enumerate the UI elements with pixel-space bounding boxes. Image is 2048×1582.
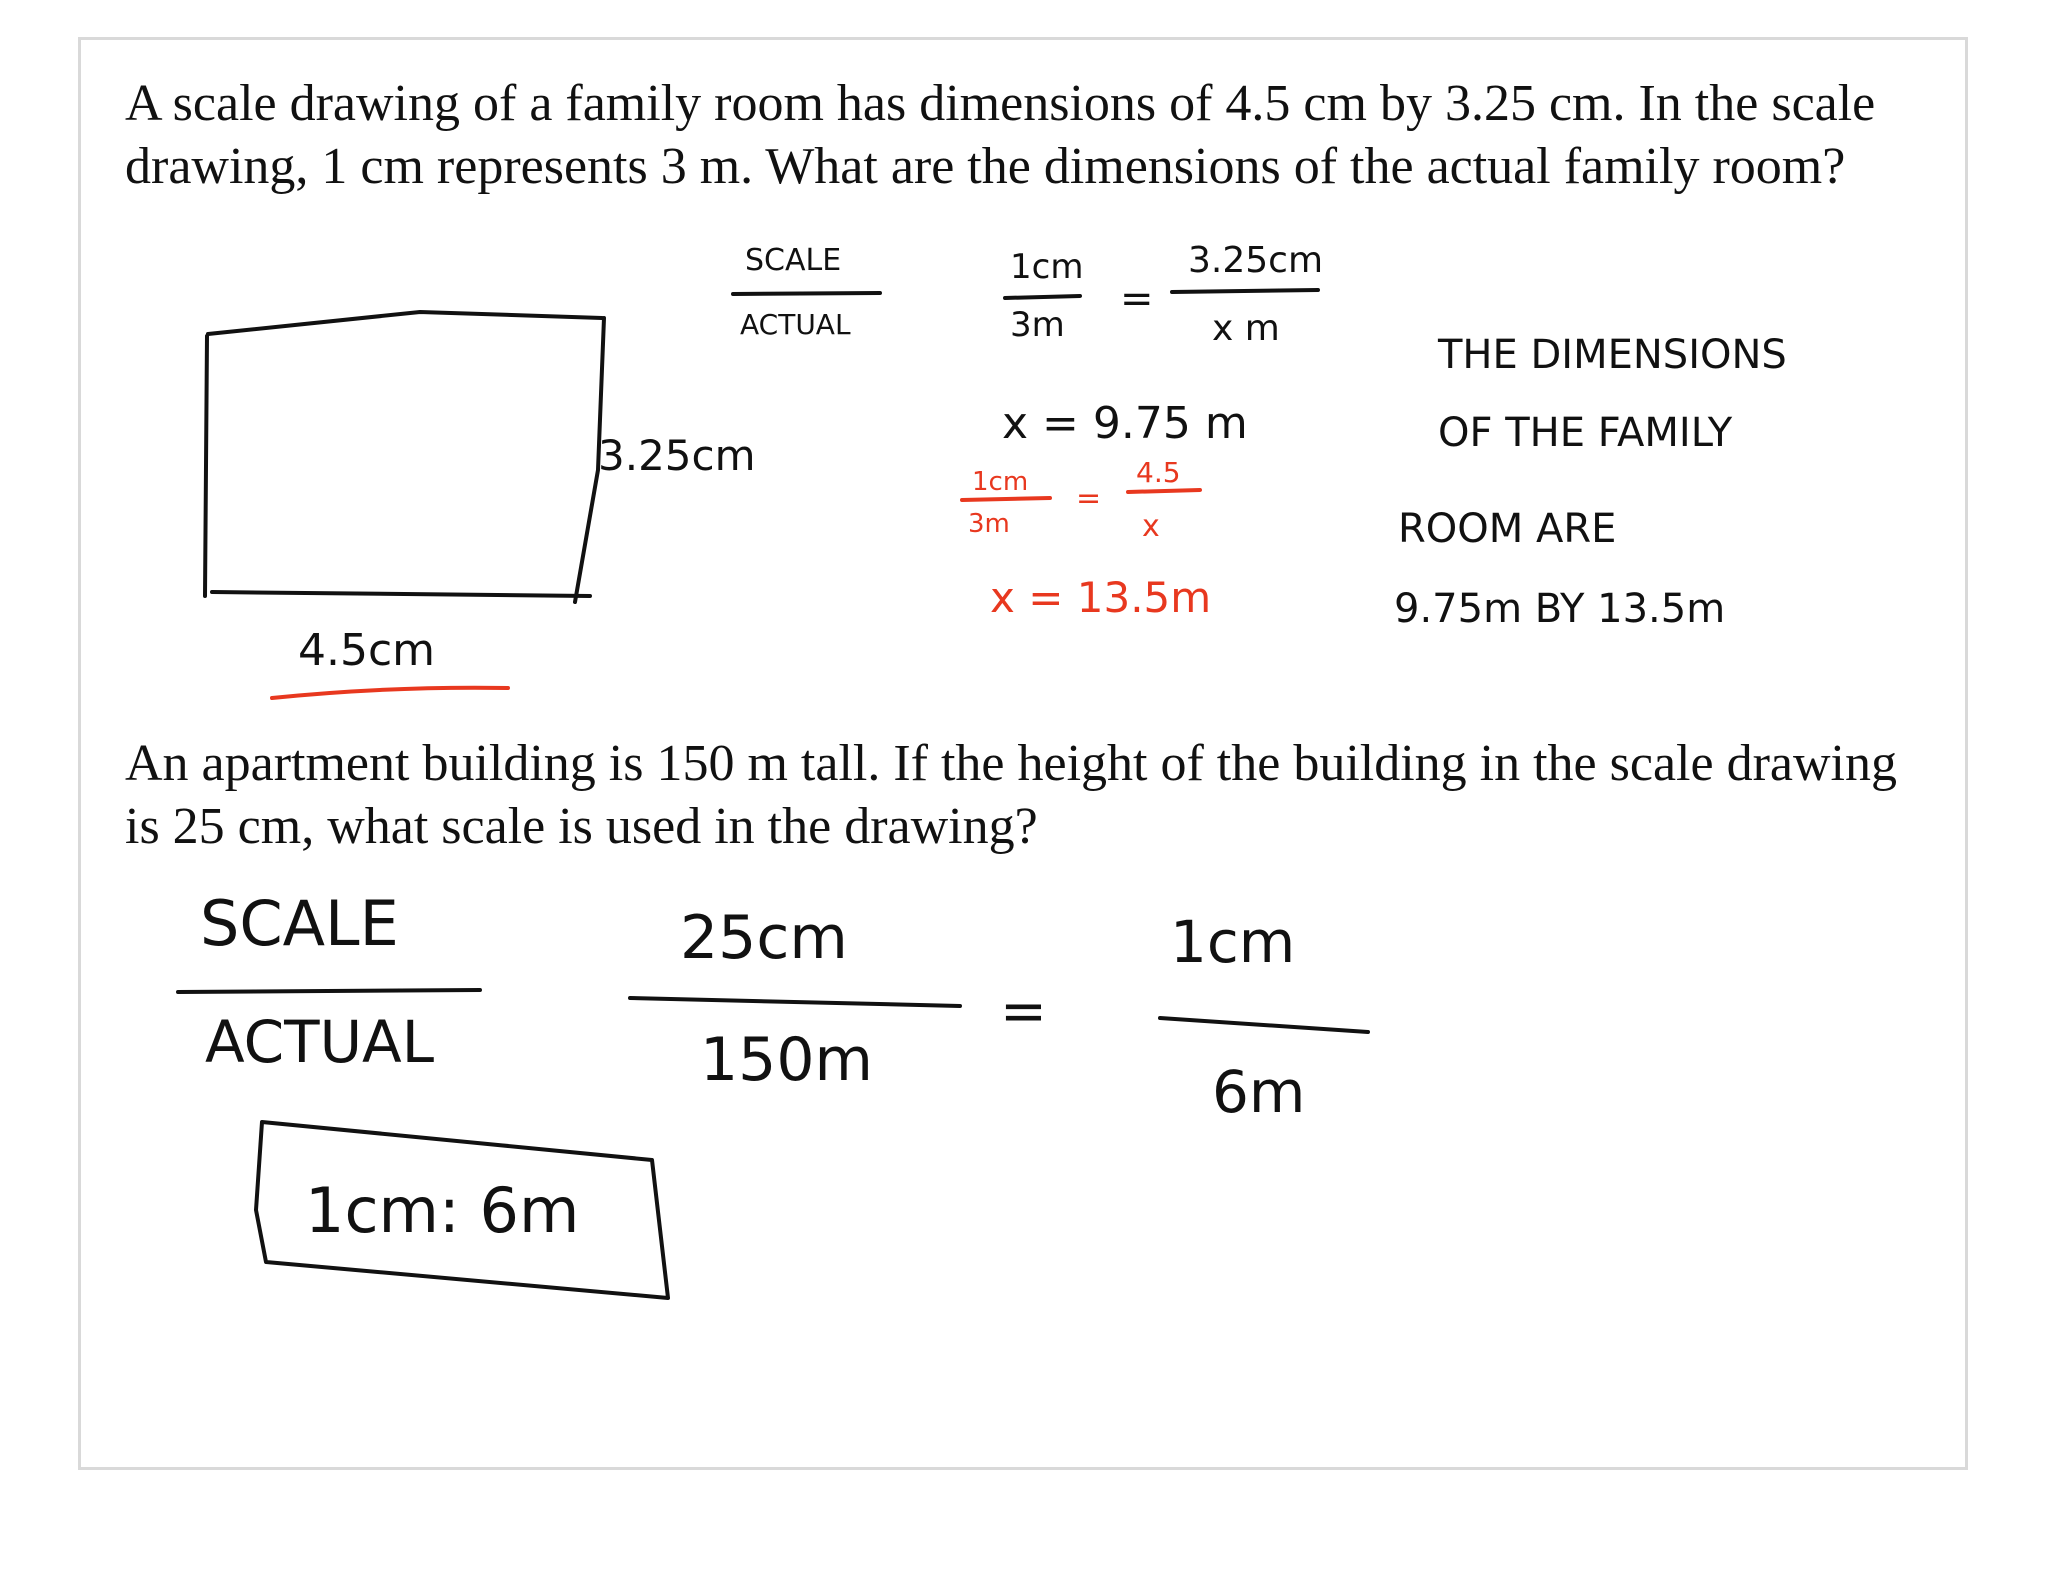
prop-right-bar: [1172, 290, 1318, 292]
prop-equals: =: [1120, 276, 1154, 322]
red-left-bar: [962, 498, 1050, 500]
p2-ratio-bar: [178, 990, 480, 992]
problem-2-text: An apartment building is 150 m tall. If the height of the building in the scale drawing is 25 cm, what scale is used in the drawing?: [125, 735, 1897, 855]
answer-line-1: THE DIMENSIONS: [1438, 332, 1787, 378]
prop-left-denominator: 3m: [1010, 305, 1065, 345]
ratio-actual-label: ACTUAL: [740, 308, 851, 341]
prop-right-denominator: x m: [1212, 308, 1280, 349]
red-right-numerator: 4.5: [1136, 456, 1181, 489]
answer-line-2: OF THE FAMILY: [1438, 410, 1733, 456]
red-equals: =: [1076, 481, 1102, 516]
p2-left-numerator: 25cm: [680, 903, 848, 973]
p2-right-bar: [1160, 1018, 1368, 1032]
p2-answer: 1cm: 6m: [305, 1174, 580, 1247]
prop-left-bar: [1005, 296, 1080, 298]
p2-actual-label: ACTUAL: [205, 1008, 435, 1076]
prop-left-numerator: 1cm: [1010, 247, 1084, 287]
answer-line-3: ROOM ARE: [1398, 506, 1617, 552]
ratio-fraction-bar: [733, 293, 880, 294]
bottom-length-label: 4.5cm: [298, 625, 436, 676]
red-underline: [272, 688, 508, 698]
p2-equals: =: [1000, 979, 1047, 1044]
problem-1-text: A scale drawing of a family room has dimensions of 4.5 cm by 3.25 cm. In the scale drawing, 1 cm represents 3 m. What are the dimensions of the actual family room?: [125, 75, 1876, 195]
side-length-label: 3.25cm: [598, 431, 756, 480]
p2-left-denominator: 150m: [700, 1025, 873, 1095]
red-left-denominator: 3m: [968, 509, 1010, 539]
red-solution-length: x = 13.5m: [990, 573, 1212, 622]
red-right-bar: [1128, 490, 1200, 492]
p2-right-denominator: 6m: [1212, 1058, 1306, 1126]
room-rectangle-sketch: [205, 312, 604, 602]
p2-scale-label: SCALE: [200, 887, 399, 960]
red-left-numerator: 1cm: [972, 467, 1029, 497]
red-right-denominator: x: [1142, 509, 1160, 544]
answer-line-4: 9.75m BY 13.5m: [1394, 586, 1726, 632]
prop-right-numerator: 3.25cm: [1188, 240, 1324, 281]
p2-right-numerator: 1cm: [1170, 908, 1296, 976]
p2-left-bar: [630, 998, 960, 1006]
ratio-scale-label: SCALE: [745, 243, 842, 278]
solution-width: x = 9.75 m: [1002, 398, 1248, 449]
